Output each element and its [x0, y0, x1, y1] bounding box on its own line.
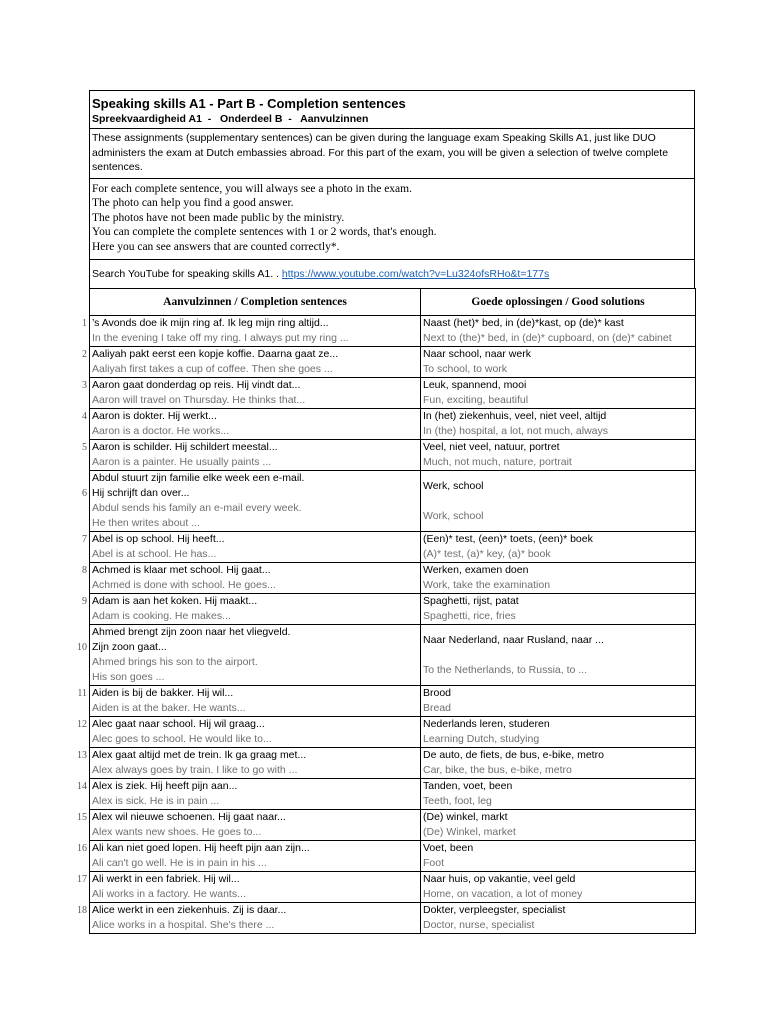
table-row	[90, 685, 696, 716]
solution-english: Bread	[423, 701, 452, 714]
solution-english: Much, not much, nature, portrait	[423, 455, 572, 468]
sentence-english: Alex is sick. He is in pain ...	[92, 794, 220, 807]
solution-dutch: De auto, de fiets, de bus, e-bike, metro	[423, 748, 604, 761]
sentence-cell	[77, 685, 421, 716]
solution-dutch: Brood	[423, 686, 452, 699]
sentence-dutch: Aaron gaat donderdag op reis. Hij vindt dat...	[92, 378, 301, 391]
sentence-english: Ali works in a factory. He wants...	[92, 887, 246, 900]
table-row	[90, 315, 696, 346]
solution-cell	[421, 685, 696, 716]
row-number: 6	[82, 487, 87, 499]
solution-english: In (the) hospital, a lot, not much, always	[423, 424, 609, 437]
sentence-cell	[77, 716, 421, 747]
sentence-cell	[77, 624, 421, 685]
header-sentences: Aanvulzinnen / Completion sentences	[90, 288, 421, 315]
solution-cell	[421, 377, 696, 408]
sentence-dutch: Aiden is bij de bakker. Hij wil...	[92, 686, 234, 699]
table-row	[90, 531, 696, 562]
sentence-english: Aiden is at the baker. He wants...	[92, 701, 246, 714]
sentence-dutch: Adam is aan het koken. Hij maakt...	[92, 594, 258, 607]
sentence-dutch: Aaliyah pakt eerst een kopje koffie. Daarna gaat ze...	[92, 347, 339, 360]
solution-dutch: Leuk, spannend, mooi	[423, 378, 527, 391]
row-number: 17	[77, 873, 87, 885]
solution-dutch: (Een)* test, (een)* toets, (een)* boek	[423, 532, 593, 545]
table-row	[90, 470, 696, 531]
solution-english: Next to (the)* bed, in (de)* cupboard, on (de)* cabinet	[423, 331, 672, 344]
table-row	[90, 377, 696, 408]
solution-english: Learning Dutch, studying	[423, 732, 540, 745]
row-number: 18	[77, 904, 87, 916]
sentence-dutch: Aaron is schilder. Hij schildert meestal...	[92, 440, 278, 453]
sentence-english: Aaliyah first takes a cup of coffee. Then she goes ...	[92, 362, 333, 375]
row-number: 8	[82, 564, 87, 576]
table-row	[90, 408, 696, 439]
sentence-cell	[77, 747, 421, 778]
row-number: 3	[82, 379, 87, 391]
table-row	[90, 346, 696, 377]
sentence-cell	[77, 840, 421, 871]
solution-dutch: Naar Nederland, naar Rusland, naar ...	[423, 633, 604, 646]
table-row	[90, 809, 696, 840]
explain-line: You can complete the complete sentences with 1 or 2 words, that's enough.	[92, 226, 437, 239]
sentence-cell	[82, 470, 421, 531]
solution-cell	[421, 346, 696, 377]
sentence-dutch: Aaron is dokter. Hij werkt...	[92, 409, 217, 422]
solution-dutch: Voet, been	[423, 841, 474, 854]
sentence-dutch: Alice werkt in een ziekenhuis. Zij is daar...	[92, 903, 287, 916]
solution-cell	[421, 778, 696, 809]
page-title: Speaking skills A1 - Part B - Completion sentences	[92, 96, 406, 111]
header-box	[89, 90, 695, 288]
sentence-english: Abdul sends his family an e-mail every week.	[92, 501, 302, 514]
title-block	[90, 91, 694, 128]
sentence-cell	[77, 902, 421, 933]
solution-cell	[421, 716, 696, 747]
sentence-dutch: Alex wil nieuwe schoenen. Hij gaat naar...	[92, 810, 286, 823]
solution-cell	[421, 562, 696, 593]
solution-dutch: Werk, school	[423, 479, 484, 492]
row-number: 11	[77, 687, 87, 699]
solution-dutch: Veel, niet veel, natuur, portret	[423, 440, 560, 453]
row-number: 5	[82, 441, 87, 453]
solution-dutch: Naast (het)* bed, in (de)*kast, op (de)* kast	[423, 316, 624, 329]
sentence-english: He then writes about ...	[92, 516, 200, 529]
table-row	[90, 747, 696, 778]
row-number: 2	[82, 348, 87, 360]
solution-dutch: Tanden, voet, been	[423, 779, 513, 792]
solution-cell	[421, 624, 696, 685]
table-row	[90, 871, 696, 902]
exam-sheet	[68, 90, 699, 934]
table-row	[90, 562, 696, 593]
sentence-dutch: ’s Avonds doe ik mijn ring af. Ik leg mijn ring altijd...	[92, 316, 329, 329]
row-number: 16	[77, 842, 87, 854]
solution-dutch: Spaghetti, rijst, patat	[423, 594, 519, 607]
explain-line: The photo can help you find a good answer.	[92, 197, 294, 210]
solution-cell	[421, 871, 696, 902]
explain-line: The photos have not been made public by the ministry.	[92, 211, 345, 224]
sentence-cell	[77, 778, 421, 809]
row-number: 4	[82, 410, 87, 422]
sentence-dutch: Abdul stuurt zijn familie elke week een e-mail.	[92, 471, 305, 484]
sentence-dutch: Achmed is klaar met school. Hij gaat...	[92, 563, 271, 576]
solution-cell	[421, 593, 696, 624]
sentence-cell	[82, 377, 421, 408]
sentence-english: Ali can't go well. He is in pain in his ...	[92, 856, 267, 869]
youtube-text: Search YouTube for speaking skills A1. .	[92, 267, 282, 280]
explanation-block	[90, 178, 694, 259]
solution-english: Work, take the examination	[423, 578, 551, 591]
table-header-row	[90, 288, 696, 315]
sentence-english: Ahmed brings his son to the airport.	[92, 655, 258, 668]
table-row	[90, 778, 696, 809]
sentence-dutch: Ali werkt in een fabriek. Hij wil...	[92, 872, 240, 885]
sentence-cell	[82, 593, 421, 624]
sentence-dutch: Ahmed brengt zijn zoon naar het vliegveld.	[92, 625, 291, 638]
solution-cell	[421, 840, 696, 871]
solution-dutch: In (het) ziekenhuis, veel, niet veel, altijd	[423, 409, 607, 422]
page-subtitle: Spreekvaardigheid A1 - Onderdeel B - Aanvulzinnen	[92, 113, 369, 125]
sentence-cell	[82, 315, 421, 346]
sentence-english: Alex wants new shoes. He goes to...	[92, 825, 262, 838]
solution-english: To the Netherlands, to Russia, to ...	[423, 663, 588, 676]
sentence-cell	[82, 439, 421, 470]
sentence-english: Achmed is done with school. He goes...	[92, 578, 276, 591]
solution-english: (A)* test, (a)* key, (a)* book	[423, 547, 551, 560]
solution-dutch: Nederlands leren, studeren	[423, 717, 550, 730]
row-number: 7	[82, 533, 87, 545]
solution-dutch: (De) winkel, markt	[423, 810, 508, 823]
sentence-english: Aaron is a doctor. He works...	[92, 424, 230, 437]
solution-dutch: Naar huis, op vakantie, veel geld	[423, 872, 576, 885]
solution-english: Car, bike, the bus, e-bike, metro	[423, 763, 572, 776]
solution-cell	[421, 531, 696, 562]
solution-dutch: Dokter, verpleegster, specialist	[423, 903, 566, 916]
solution-cell	[421, 470, 696, 531]
sentence-english: Aaron will travel on Thursday. He thinks that...	[92, 393, 306, 406]
solution-dutch: Naar school, naar werk	[423, 347, 531, 360]
sentence-english: In the evening I take off my ring. I always put my ring ...	[92, 331, 349, 344]
sentence-dutch: Hij schrijft dan over...	[92, 486, 190, 499]
sentence-dutch: Zijn zoon gaat...	[92, 640, 167, 653]
solution-cell	[421, 439, 696, 470]
solution-english: Fun, exciting, beautiful	[423, 393, 529, 406]
sentence-dutch: Alec gaat naar school. Hij wil graag...	[92, 717, 265, 730]
solution-english: (De) Winkel, market	[423, 825, 516, 838]
solution-english: Work, school	[423, 509, 484, 522]
solution-english: To school, to work	[423, 362, 508, 375]
table-row	[90, 439, 696, 470]
sentence-dutch: Alex is ziek. Hij heeft pijn aan...	[92, 779, 238, 792]
table-row	[90, 840, 696, 871]
row-number: 14	[77, 780, 87, 792]
table-row	[90, 624, 696, 685]
sentences-table	[77, 288, 696, 934]
row-number: 15	[77, 811, 87, 823]
solution-cell	[421, 315, 696, 346]
row-number: 1	[82, 317, 87, 329]
solution-cell	[421, 902, 696, 933]
sentence-english: Aaron is a painter. He usually paints ...	[92, 455, 272, 468]
solution-english: Teeth, foot, leg	[423, 794, 492, 807]
solution-cell	[421, 747, 696, 778]
table-row	[90, 716, 696, 747]
explain-line: Here you can see answers that are counted correctly*.	[92, 240, 340, 253]
sentence-cell	[82, 346, 421, 377]
sentence-cell	[82, 531, 421, 562]
solution-dutch: Werken, examen doen	[423, 563, 529, 576]
youtube-row	[90, 259, 694, 288]
solution-english: Home, on vacation, a lot of money	[423, 887, 583, 900]
sentence-english: Adam is cooking. He makes...	[92, 609, 231, 622]
sentence-english: Abel is at school. He has...	[92, 547, 217, 560]
header-solutions: Goede oplossingen / Good solutions	[421, 288, 696, 315]
table-row	[90, 902, 696, 933]
sentence-english: Alex always goes by train. I like to go with ...	[92, 763, 298, 776]
solution-cell	[421, 408, 696, 439]
sentence-dutch: Alex gaat altijd met de trein. Ik ga graag met...	[92, 748, 307, 761]
solution-cell	[421, 809, 696, 840]
row-number: 13	[77, 749, 87, 761]
sentence-cell	[82, 408, 421, 439]
sentence-cell	[77, 809, 421, 840]
intro-paragraph: These assignments (supplementary sentences) can be given during the language exam Speaking Skills A1, just like DUO administers the exam at Dutch embassies abroad. For this part of the exam, you will be given a selection of twelve complete sentences.	[90, 128, 694, 178]
explain-line: For each complete sentence, you will always see a photo in the exam.	[92, 182, 412, 195]
row-number: 12	[77, 718, 87, 730]
solution-english: Doctor, nurse, specialist	[423, 918, 535, 931]
sentence-english: His son goes ...	[92, 670, 165, 683]
sentence-english: Alec goes to school. He would like to...	[92, 732, 272, 745]
table-row	[90, 593, 696, 624]
sentence-dutch: Abel is op school. Hij heeft...	[92, 532, 225, 545]
row-number: 9	[82, 595, 87, 607]
sentence-cell	[77, 871, 421, 902]
table-body	[77, 315, 696, 933]
sentence-english: Alice works in a hospital. She's there ...	[92, 918, 275, 931]
sentence-dutch: Ali kan niet goed lopen. Hij heeft pijn aan zijn...	[92, 841, 310, 854]
row-number: 10	[77, 641, 87, 653]
solution-english: Spaghetti, rice, fries	[423, 609, 516, 622]
youtube-link[interactable]: https://www.youtube.com/watch?v=Lu324ofsRHo&t=177s	[281, 267, 550, 280]
sentence-cell	[82, 562, 421, 593]
solution-english: Foot	[423, 856, 445, 869]
